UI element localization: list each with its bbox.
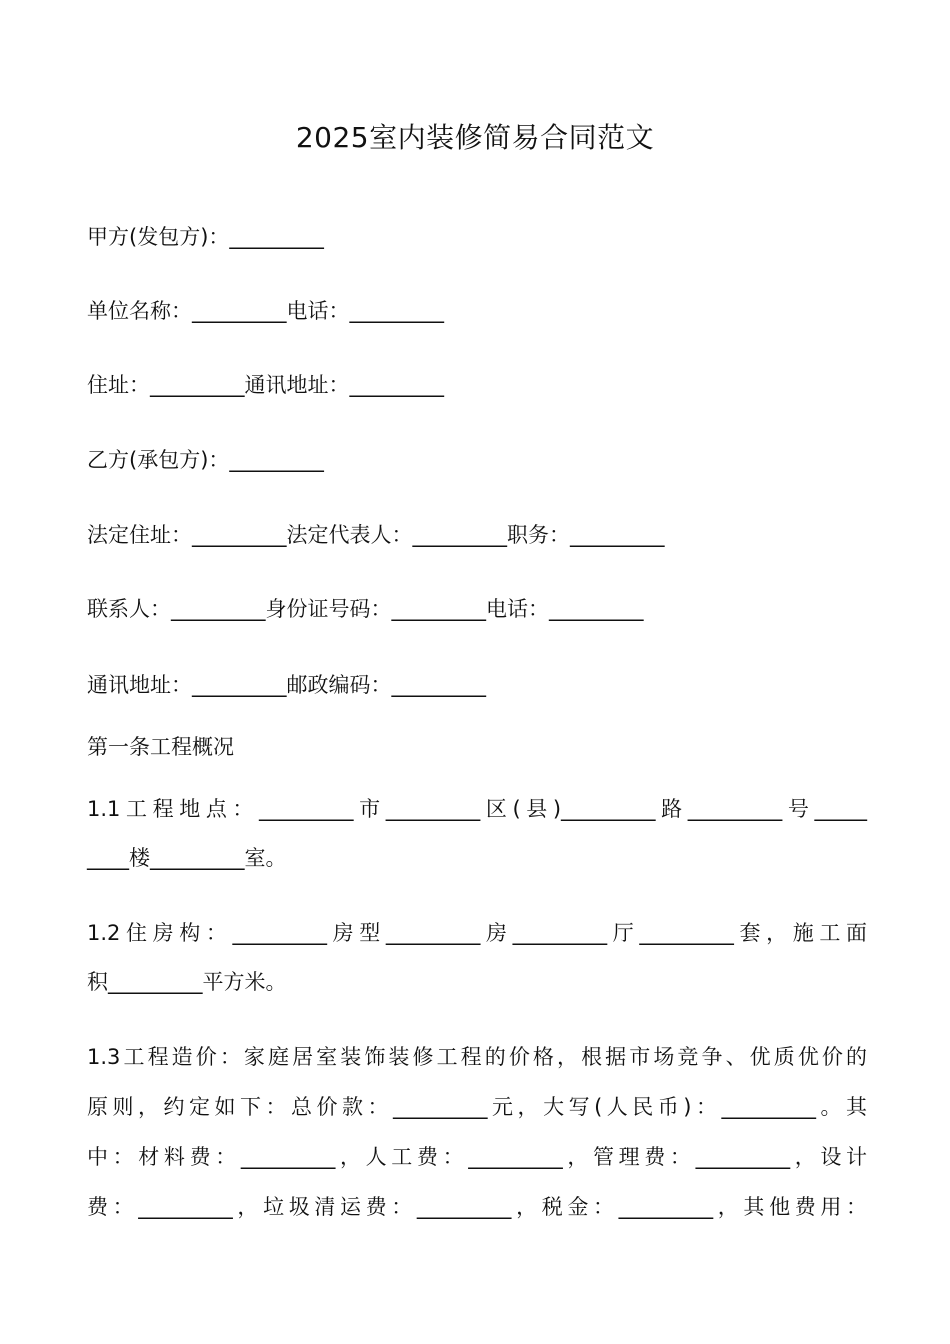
party-b-line: 乙方(承包方)：_________ bbox=[87, 448, 324, 472]
clause-1-1-line-1: 1.1工程地点：_________市_________区(县)_________路_________号_____ bbox=[87, 797, 867, 821]
clause-1-3-line-3: 中：材料费：_________，人工费：_________，管理费：_________，设计 bbox=[87, 1145, 867, 1169]
party-a-unit-line: 单位名称：_________电话：_________ bbox=[87, 299, 444, 323]
clause-1-3-line-2: 原则，约定如下：总价款：_________元，大写(人民币)：_________。其 bbox=[87, 1095, 867, 1119]
party-b-contact-line: 联系人：_________身份证号码：_________电话：_________ bbox=[87, 597, 644, 621]
party-b-legal-line: 法定住址：_________法定代表人：_________职务：_________ bbox=[87, 523, 665, 547]
clause-1-3-line-4: 费：_________，垃圾清运费：_________，税金：_________，其他费用： bbox=[87, 1195, 867, 1219]
clause-1-2-line-2: 积_________平方米。 bbox=[87, 970, 287, 994]
party-a-line: 甲方(发包方)：_________ bbox=[87, 225, 324, 249]
clause-1-2-line-1: 1.2住房构：_________房型_________房_________厅_________套，施工面 bbox=[87, 921, 867, 945]
clause-1-3-line-1: 1.3工程造价：家庭居室装饰装修工程的价格，根据市场竞争、优质优价的 bbox=[87, 1045, 867, 1069]
clause-1-1-line-2: ____楼_________室。 bbox=[87, 846, 287, 870]
document-title: 2025室内装修简易合同范文 bbox=[295, 121, 655, 154]
party-b-mail-line: 通讯地址：_________邮政编码：_________ bbox=[87, 673, 486, 697]
article-1-heading: 第一条工程概况 bbox=[87, 735, 234, 759]
party-a-address-line: 住址：_________通讯地址：_________ bbox=[87, 373, 444, 397]
